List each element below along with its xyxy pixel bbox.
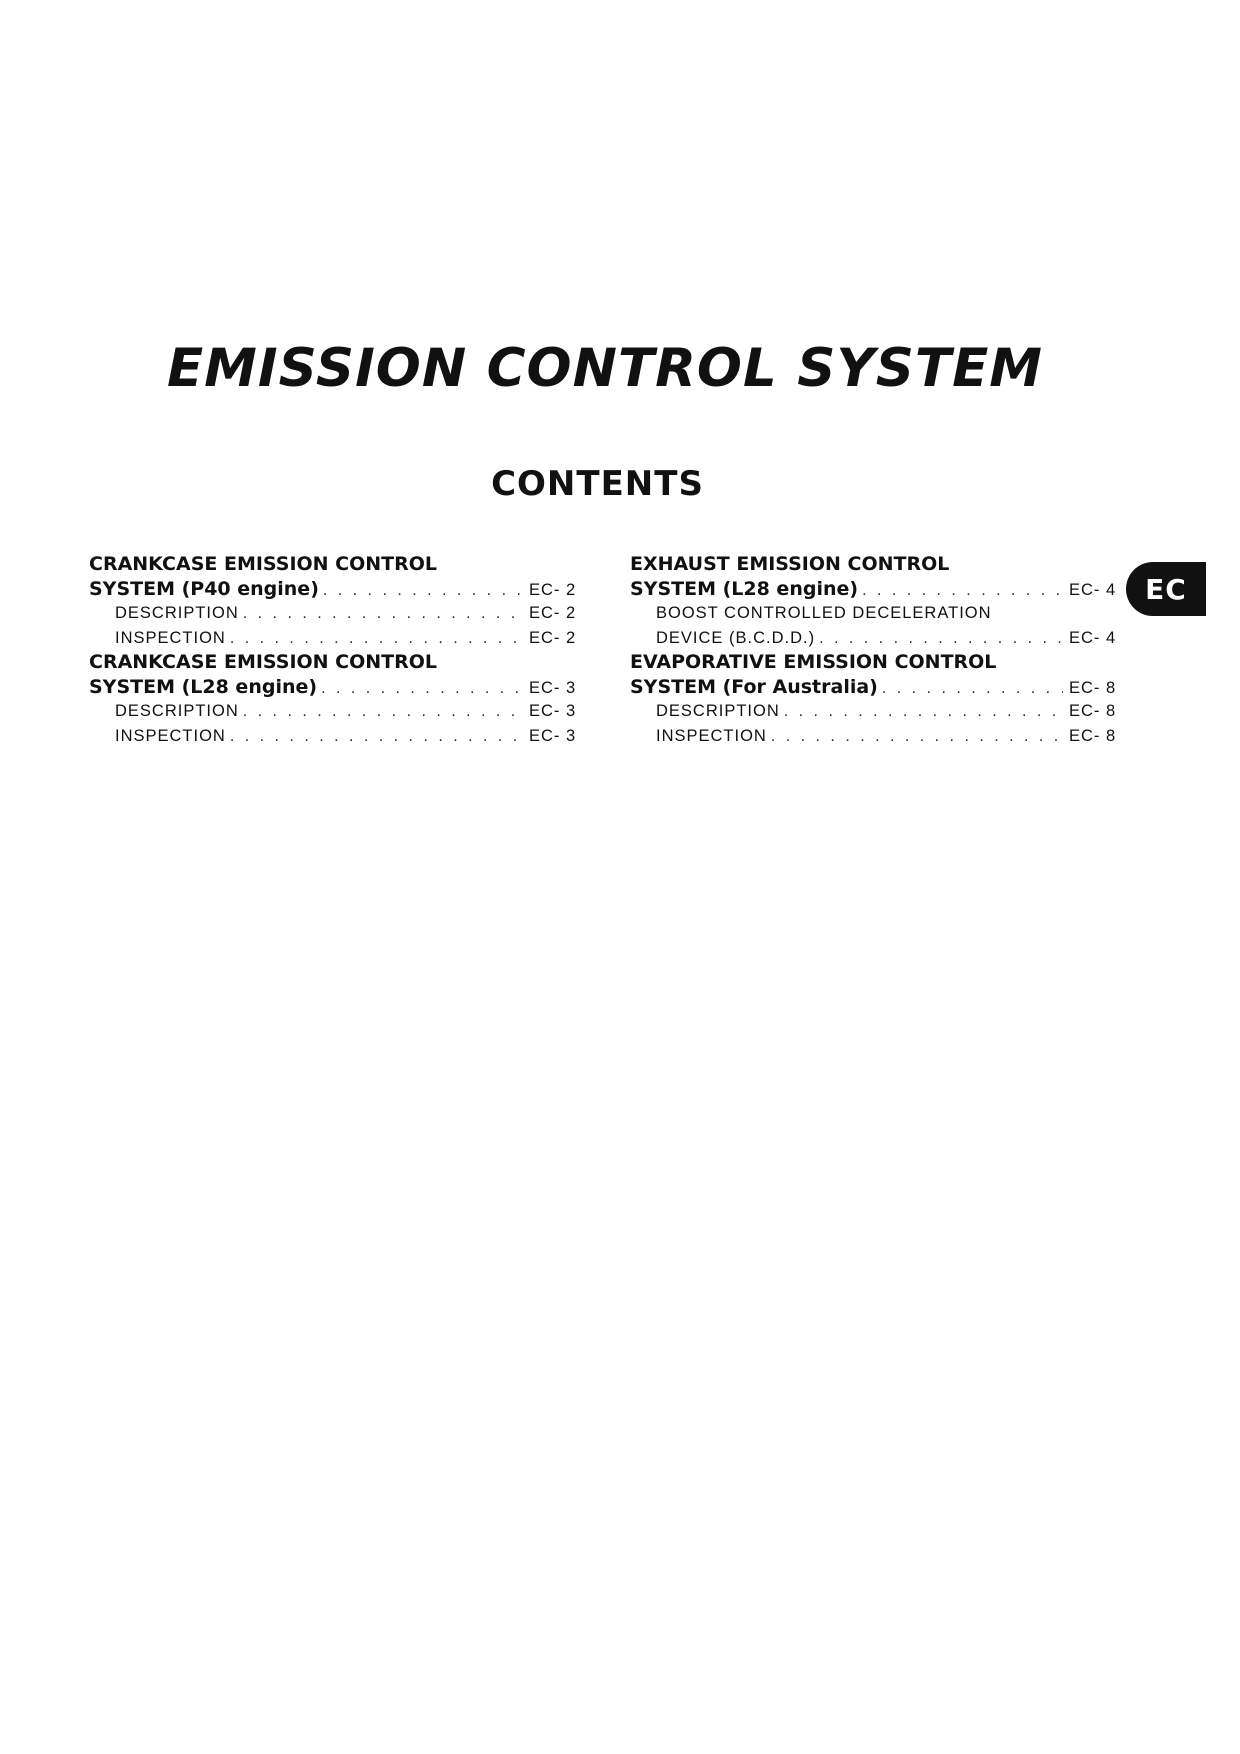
toc-subentry[interactable] <box>630 724 1117 749</box>
toc-entry-title: SYSTEM (L28 engine) <box>89 675 318 698</box>
toc-entry-title: SYSTEM (For Australia) <box>630 675 878 698</box>
toc-subentry[interactable] <box>89 626 577 651</box>
toc-page-number: EC- 8 <box>1069 678 1117 697</box>
dot-leader <box>819 627 1063 652</box>
dot-leader <box>243 602 523 627</box>
dot-leader <box>321 677 523 702</box>
dot-leader <box>230 725 523 750</box>
toc-subentry[interactable] <box>89 724 577 749</box>
toc-page-number: EC- 8 <box>1069 726 1117 745</box>
toc-entry[interactable] <box>630 650 1117 748</box>
toc-subentry[interactable] <box>630 699 1117 724</box>
toc-subentry-label: BOOST CONTROLLED DECELERATION <box>656 604 992 622</box>
toc-right-column <box>630 552 1117 748</box>
toc-entry-title: EXHAUST EMISSION CONTROL <box>630 553 950 575</box>
toc-subentry-label: INSPECTION <box>656 726 767 745</box>
page-title: EMISSION CONTROL SYSTEM <box>166 338 1044 399</box>
dot-leader <box>243 700 523 725</box>
toc-page-number: EC- 4 <box>1069 580 1117 599</box>
toc-entry-title: SYSTEM (L28 engine) <box>630 577 859 600</box>
toc-entry[interactable] <box>630 552 1117 650</box>
toc-subentry[interactable] <box>89 601 577 626</box>
toc-page-number: EC- 2 <box>529 604 577 622</box>
dot-leader <box>882 677 1063 702</box>
toc-left-column <box>89 552 577 748</box>
toc-subentry-label: DEVICE (B.C.D.D.) <box>656 628 816 647</box>
contents-heading: CONTENTS <box>491 464 704 504</box>
toc-entry-title: SYSTEM (P40 engine) <box>89 577 319 600</box>
toc-entry-title: CRANKCASE EMISSION CONTROL <box>89 553 438 575</box>
toc-entry[interactable] <box>89 552 577 650</box>
toc-page-number: EC- 2 <box>529 580 577 599</box>
dot-leader <box>323 579 523 604</box>
toc-page-number: EC- 3 <box>529 678 577 697</box>
toc-page-number: EC- 4 <box>1069 628 1117 647</box>
dot-leader <box>784 700 1063 725</box>
toc-subentry-label: DESCRIPTION <box>115 604 239 622</box>
toc-page-number: EC- 3 <box>529 726 577 745</box>
toc-subentry-label: INSPECTION <box>115 726 226 745</box>
toc-page-number: EC- 2 <box>529 628 577 647</box>
dot-leader <box>230 627 523 652</box>
toc-subentry[interactable] <box>630 626 1117 651</box>
toc-subentry[interactable] <box>630 601 1117 626</box>
toc-entry[interactable] <box>89 650 577 748</box>
toc-subentry[interactable] <box>89 699 577 724</box>
dot-leader <box>862 579 1063 604</box>
toc-subentry-label: DESCRIPTION <box>656 702 780 720</box>
toc-entry-title: EVAPORATIVE EMISSION CONTROL <box>630 651 997 673</box>
toc-subentry-label: DESCRIPTION <box>115 702 239 720</box>
toc-page-number: EC- 3 <box>529 702 577 720</box>
section-tab-ec[interactable]: EC <box>1126 562 1206 616</box>
toc-entry-title: CRANKCASE EMISSION CONTROL <box>89 651 438 673</box>
dot-leader <box>771 725 1063 750</box>
toc-subentry-label: INSPECTION <box>115 628 226 647</box>
toc-page-number: EC- 8 <box>1069 702 1117 720</box>
